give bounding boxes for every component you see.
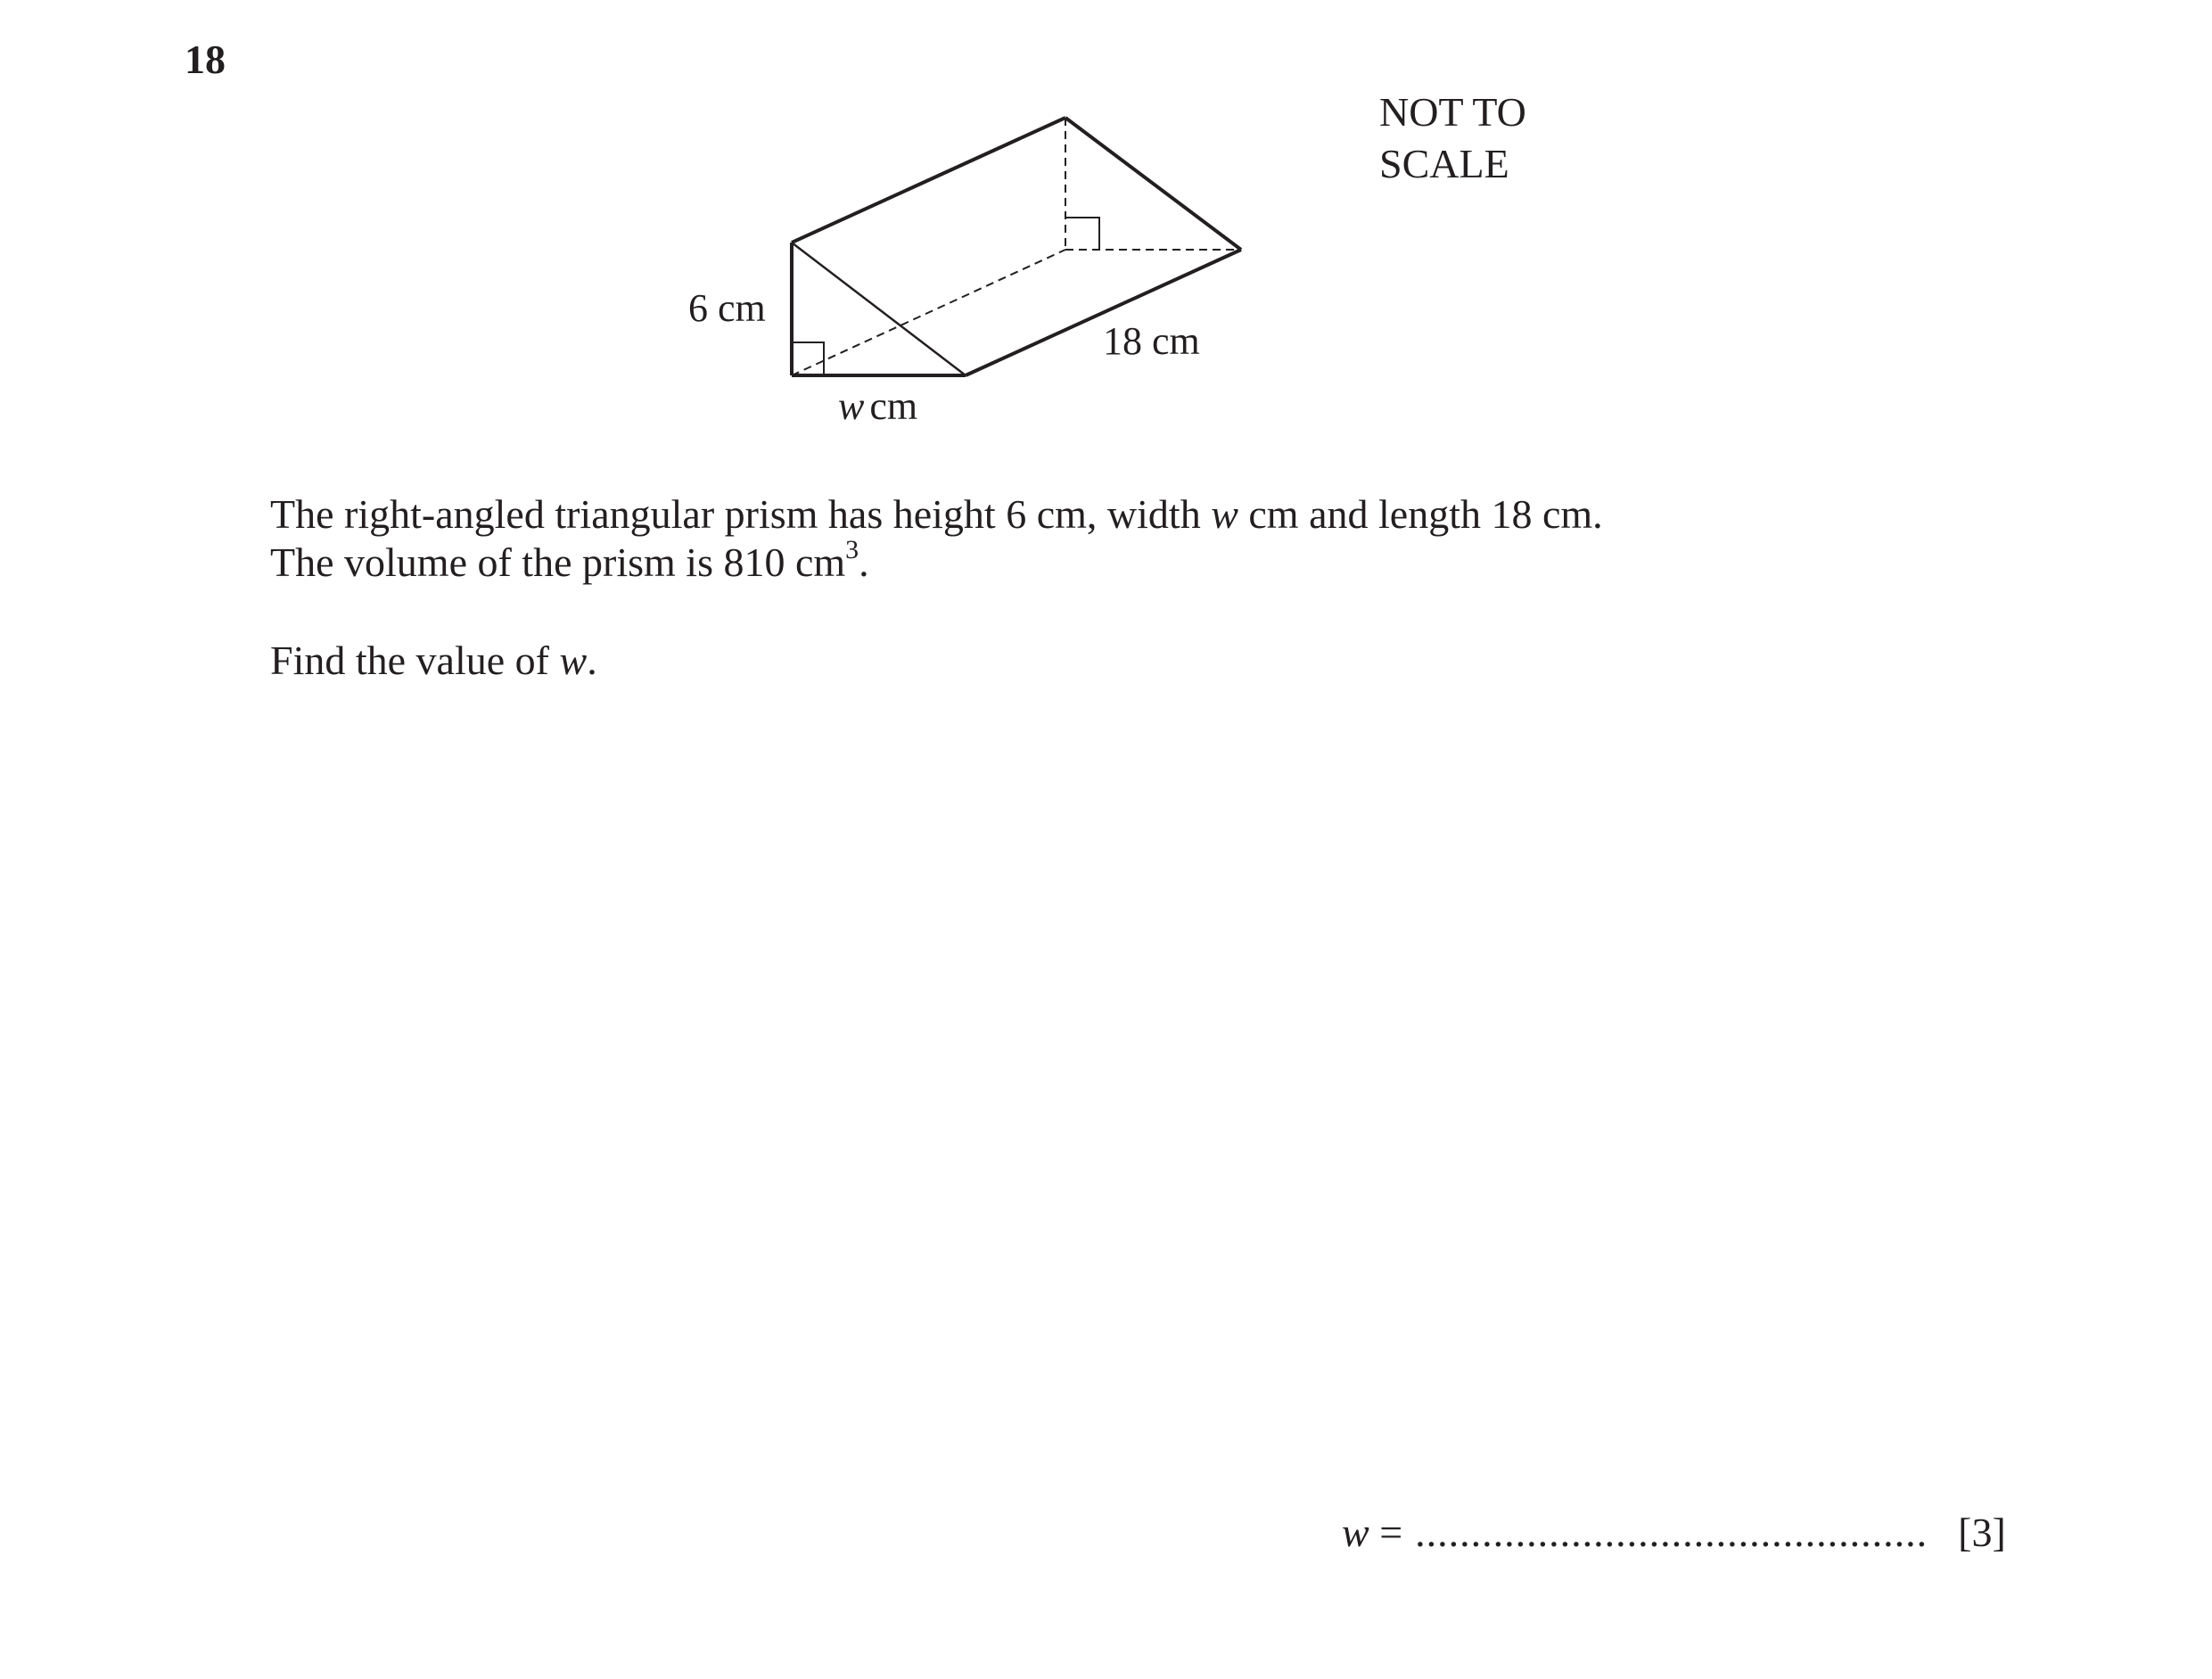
variable-w: w <box>559 638 588 683</box>
not-to-scale-line2: SCALE <box>1379 141 1509 186</box>
edge-front-hypotenuse <box>792 243 966 375</box>
answer-line[interactable] <box>1342 1509 2006 1557</box>
answer-variable: w <box>1342 1510 1369 1555</box>
not-to-scale-line1: NOT TO <box>1379 89 1526 135</box>
width-unit: cm <box>869 384 918 428</box>
prism-diagram <box>0 0 2212 499</box>
right-angle-marker-front <box>792 342 824 375</box>
height-label: 6 cm <box>688 286 766 330</box>
width-label <box>838 384 917 428</box>
question-number: 18 <box>185 37 226 82</box>
edge-top-long <box>792 118 1065 243</box>
answer-equals: = <box>1379 1510 1403 1555</box>
width-variable: w <box>838 384 865 428</box>
marks-label: [3] <box>1958 1510 2006 1555</box>
question-text-line1: The right-angled triangular prism has height 6 cm, width w cm and length 18 cm. <box>270 491 1603 537</box>
superscript-3: 3 <box>845 534 859 564</box>
question-text-line2: The volume of the prism is 810 $cm^3$. <box>270 534 869 585</box>
question-instruction: Find the value of w. <box>270 638 597 683</box>
length-label: 18 cm <box>1103 319 1200 363</box>
right-angle-marker-back <box>1065 218 1099 250</box>
variable-w: w <box>1211 491 1238 537</box>
not-to-scale-note <box>1379 86 1526 190</box>
answer-dots[interactable]: .............................................. <box>1415 1510 1928 1555</box>
edge-back-slope <box>1065 118 1241 250</box>
hidden-edge-diagonal <box>792 250 1065 375</box>
